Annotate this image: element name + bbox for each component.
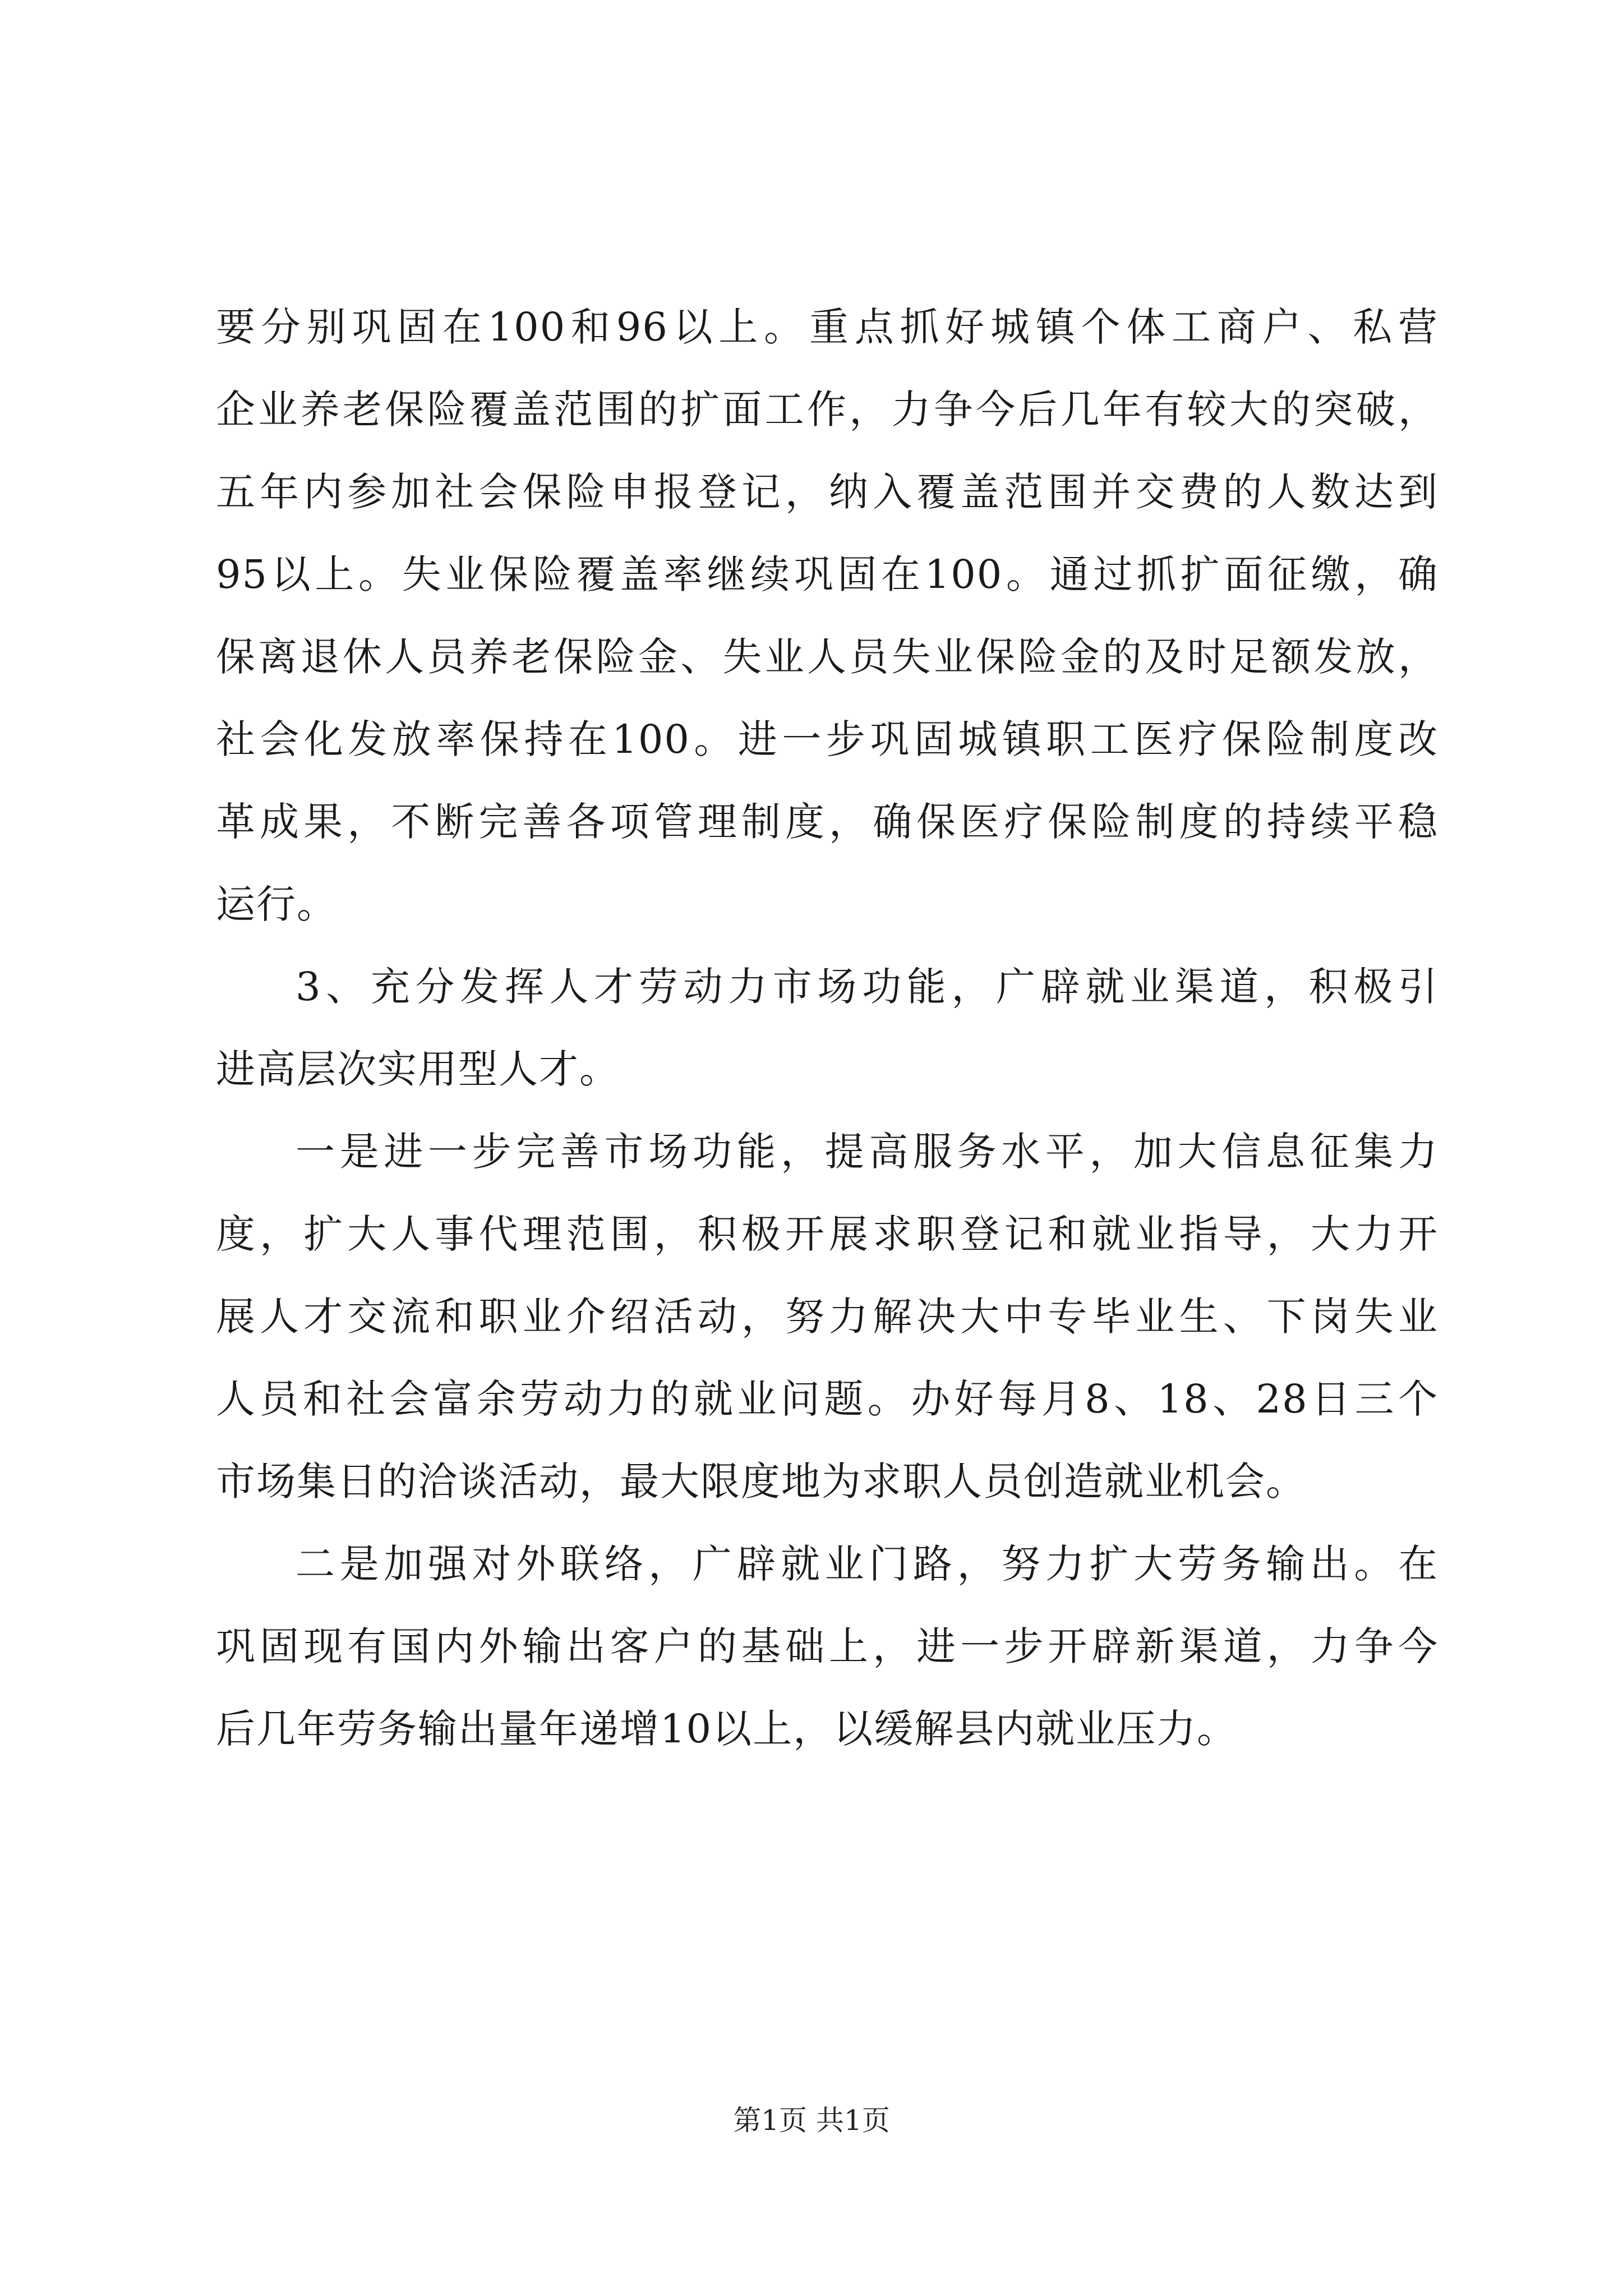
text-line: 一是进一步完善市场功能，提高服务水平，加大信息征集力 [296,1129,1438,1175]
text-line: 95以上。失业保险覆盖率继续巩固在100。通过抓扩面征缴，确 [216,551,1438,597]
text-line: 保离退休人员养老保险金、失业人员失业保险金的及时足额发放， [216,634,1438,680]
text-line: 市场集日的洽谈活动，最大限度地为求职人员创造就业机会。 [216,1458,1306,1504]
page-number-footer: 第1页 共1页 [733,2104,890,2137]
text-line: 二是加强对外联络，广辟就业门路，努力扩大劳务输出。在 [296,1541,1438,1587]
text-line: 度，扩大人事代理范围，积极开展求职登记和就业指导，大力开 [216,1211,1438,1257]
section-heading-line: 进高层次实用型人才。 [216,1046,620,1092]
text-line: 运行。 [216,881,337,927]
document-body [216,286,1438,1770]
text-line: 巩固现有国内外输出客户的基础上，进一步开辟新渠道，力争今 [216,1623,1438,1669]
text-line: 人员和社会富余劳动力的就业问题。办好每月8、18、28日三个 [216,1376,1438,1422]
text-line: 要分别巩固在100和96以上。重点抓好城镇个体工商户、私营 [216,304,1438,350]
text-line: 革成果，不断完善各项管理制度，确保医疗保险制度的持续平稳 [216,799,1438,845]
text-line: 后几年劳务输出量年递增10以上，以缓解县内就业压力。 [216,1706,1238,1752]
text-line: 五年内参加社会保险申报登记，纳入覆盖范围并交费的人数达到 [216,469,1438,515]
section-heading-line: 3、充分发挥人才劳动力市场功能，广辟就业渠道，积极引 [296,964,1438,1010]
text-line: 社会化发放率保持在100。进一步巩固城镇职工医疗保险制度改 [216,716,1438,762]
text-line: 企业养老保险覆盖范围的扩面工作，力争今后几年有较大的突破， [216,386,1438,432]
text-line: 展人才交流和职业介绍活动，努力解决大中专毕业生、下岗失业 [216,1294,1438,1340]
